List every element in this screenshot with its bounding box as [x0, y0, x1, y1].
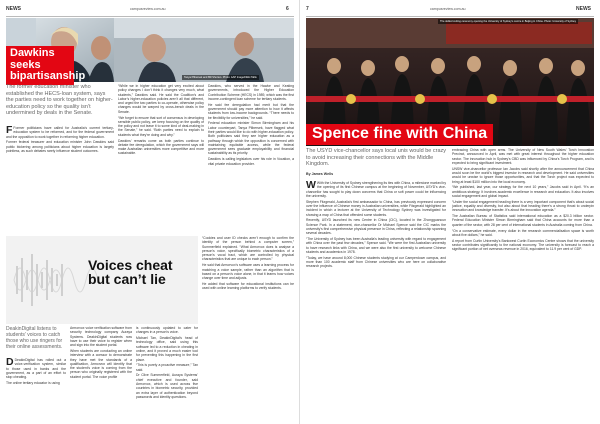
story2-col2 — [70, 326, 132, 420]
spence-col1-p1: With the University of Sydney strengthening its ties with China, a milestone marked by the opening of its first Chinese campus at the beginning of November, USYD’s vice-chancellor has sought to play down concerns that China or soft power could be influencing the university. — [306, 181, 446, 198]
spence-col2-p4: “Under the social engagement heading there is a very important component that’s about social justice, equality and diversity, but also about that heading there’s a strong thrust to underpin innovation and knowledge transfer. It’s about the innovation agenda.” — [452, 199, 594, 213]
spence-standfirst: The USYD vice-chancellor says local unis would be crazy to avoid increasing their connections with the Middle Kingdom. — [306, 148, 447, 167]
story1-col2-p3: Dawkins’ remarks come as both parties continue to debate fee deregulation, which the government says will make Australian universities more competitive and more sustainable. — [118, 138, 204, 156]
story2-col3-p4: Dr Clive Summerfield, Auraya Systems’ chief executive and founder, said Armorvox, which is used across five countries in biometric security, provided an extra layer of authentication beyond passwords and identity questions. — [136, 373, 198, 399]
story2-standfirst: DeakinDigital listens to students’ voices to catch those who use ringers for their online assessments. — [6, 326, 63, 350]
story1-col3 — [208, 84, 294, 232]
byline: By James Wells — [306, 172, 334, 176]
spence-col1-p3: Recently, USYD launched its new Centre in China (CIC), located in the Zhongguancun Science Park. In a statement, vice-chancellor Dr Michael Spence said the CIC marks the university’s first comprehensive physical presence in China, reflecting a relationship spanning several decades. — [306, 218, 446, 236]
story2-col1-p1: DeakinDigital has rolled out a voice-verification system, similar to those used in banks and the government, as a part of an effort to stop cheating. — [6, 358, 66, 380]
story1-photo-caption: Tanya Plibersek and Bill Shorten. Photo: AAP Image/Nikki Tallis — [184, 76, 257, 79]
story2-col3-p2: Michael Tan, DeakinDigital’s head of technology office, said using this software led to a reduction in cheating in online, and it proved a much easier tool for preventing this happening in the first place. — [136, 336, 198, 362]
page-number: 6 — [286, 6, 289, 12]
section-label-right: NEWS — [576, 6, 591, 12]
spence-col2-p3: “We published, last year, our strategy for the next 10 years,” Jacobs said in April. “It’s an ambitious strategy. It involves academic excellence in research and education. It also involves social engagement and global impact. — [452, 185, 594, 198]
spence-col2 — [452, 148, 594, 420]
story2-col4-p1: “Cookies and user ID checks aren’t enough to confirm the identity of the person behind a computer screen,” Summerfield explained. “What Armorvox does is analyse a person’s voice, specifically biometric characteristics of a person’s vocal tract, which are controlled by physical characteristics that are unique to each person.” — [202, 236, 294, 262]
page-header-right — [300, 6, 600, 16]
spence-col1-p2: Stephen Fitzgerald, Australia’s first ambassador to China, has previously expressed concern over the influence of Chinese money in Australian universities, while Fitzgerald highlighted an incident in which a lecturer at the University of Technology Sydney was investigated for showing a map of China that offended some students. — [306, 199, 446, 217]
section-label: NEWS — [6, 6, 21, 12]
story2-col4-p3: He added that software for educational institutions can be used with online learning platforms to verify students. — [202, 281, 294, 291]
story1-col1: F Former politicians have called for Australia’s current tertiary-education system to be reformed, and for the federal government and the opposition to work together in reforming higher education. Former federal treasurer and education minister John Dawkins said public bickering among politicians about higher education is largely pointless, as such debates rarely influence student outcomes. — [6, 126, 114, 153]
spence-col2-p5: The Australian Bureau of Statistics said international education as a $20.3 billion sector. Federal Education Minister Simon Birmingham said that China accounts for more than a quarter of the sector, with 28 per cent of international students in Australia coming from China. — [452, 214, 594, 227]
page-header — [0, 6, 299, 16]
spence-headline: Spence fine with China — [306, 124, 493, 145]
story2-col3 — [136, 326, 198, 420]
story1-col3-p1: Dawkins, who served in the Hawke and Keating governments, introduced the Higher Education Contribution Scheme (HECS) in 1989, which was the first income-contingent loan scheme for tertiary students. — [208, 84, 294, 101]
spence-col1: W With the University of Sydney strengthening its ties with China, a milestone marked by the opening of its first Chinese campus at the beginning of November, USYD’s vice-chancellor has sought to play down concerns that China or soft power could be influencing the university. Stephen Fitzgerald, Australia’s first ambassador to China, has previously expressed concern over the influence of Chinese money in Australian universities, while Fitzgerald highlighted an incident in which a lecturer at the University of Technology Sydney was investigated for showing a map of China that offended some students. Recently, USYD launched its new Centre in China (CIC), located in the Zhongguancun Science Park. In a statement, vice-chancellor Dr Michael Spence said the CIC marks the university’s first comprehensive physical presence in China, reflecting a relationship spanning several decades. “The University of Sydney has been Australia’s leading university with regard to engagement with China over the past few decades,” Spence said. “We were the first Australian university to have research links with China, and we were also the first university to welcome Chinese students and academics in 1978. “Today, we have around 8,000 Chinese students studying at our Camperdown campus, and more than 100 academic staff from Chinese universities who are here on collaborative research projects. — [306, 181, 446, 269]
story2-col2-p1: Armorvox voice verification software from security technology company Auraya Systems. DeakinDigital students now have to use their voice to register when and sign into the student portal. — [70, 326, 132, 348]
story2-col3-p3: “This is purely a proactive measure,” Tan said. — [136, 363, 198, 372]
story2-col4 — [202, 236, 294, 420]
right-page — [300, 0, 600, 424]
story1-headline: Dawkins seeks bipartisanship — [6, 46, 74, 85]
site-url[interactable]: campusreview.com.au — [130, 7, 166, 11]
spence-col1-p5: “Today, we have around 8,000 Chinese students studying at our Camperdown campus, and more than 100 academic staff from Chinese universities who are here on collaborative research projects. — [306, 255, 446, 269]
page-number-right: 7 — [306, 6, 309, 12]
story1-col1-p1: Former politicians have called for Australia’s current tertiary-education system to be reformed, and for the federal government and the opposition to work together in reforming higher education. — [6, 126, 114, 139]
story2-headline: Voices cheat but can’t lie — [88, 257, 173, 287]
story1-col3-p4: Dawkins is calling legislators over his role in Vocation, a vital private education provider. — [208, 157, 294, 166]
story1-col1-p2: Former federal treasurer and education minister John Dawkins said public bickering among politicians about higher education is largely pointless, as such debates rarely influence student outcomes. — [6, 140, 114, 153]
spence-col2-p1: embracing China with open arms. The University of New South Wales’ Torch Innovation Precinct, announced in April, was met with great interest throughout the higher education sector. The innovation hub in Sydney’s CBD was influenced by China’s Torch Program, and is expected to bring significant investment. — [452, 148, 594, 165]
story2-col3-p1: is continuously updated to cater for changes in a person’s voice. — [136, 326, 198, 335]
story2-col1: D DeakinDigital has rolled out a voice-verification system, similar to those used in banks and the government, as a part of an effort to stop cheating. The online tertiary educator is using — [6, 358, 66, 385]
story1-col2-body — [118, 84, 204, 232]
spence-col2-p6: “On a conservative estimate, every dollar in the research commercialisation space is worth about five dollars,” he said. — [452, 228, 594, 237]
dawkins-photo-right — [114, 18, 294, 82]
spence-col2-p7: A report from Curtin University’s Bankwest Curtin Economics Centre shows that the university sector contributes significantly to the national economy. The university is forecast to reach a significant portion of net overseas revenue in 2016, equivalent to 11.9 per cent of GDP. — [452, 238, 594, 252]
story2-col4-p2: He said that Armorvox’s software uses a learning process for matching a voice sample, rather than an algorithm that is based on a person’s voice alone, in that it learns how voices change over time and adjusts. — [202, 263, 294, 281]
spence-col2-p2: UNSW vice-chancellor professor Ian Jacobs said shortly after the announcement that China would soon be the world’s biggest investor in research and development. He said universities would be unwise to ignore those opportunities, and that the Torch project was expected to bring at least $100 million into the local economy. — [452, 166, 594, 184]
story1-col2-p2: “We forget to ensure that sort of consensus in developing sensible public policy, we keep focusing on the quality of the policy and not leave it to some kind of deal-making in the Senate,” he said. “Both parties need to explain to students what they’re doing and why.” — [118, 115, 204, 137]
spence-col1-p4: “The University of Sydney has been Australia’s leading university with regard to engagement with China over the past few decades,” Spence said. “We were the first Australian university to have research links with China, and we were also the first university to welcome Chinese students and academics in 1978. — [306, 237, 446, 254]
story1-standfirst: The former education minister who established the HECS-loan system, says the parties need to work together on higher-education policy so the quality isn’t undermined by deals in the Senate. — [6, 84, 113, 117]
site-url-right[interactable]: campusreview.com.au — [430, 7, 466, 11]
story1-col3-p2: He said fee deregulation had merit but that the government should pay more attention to how it affects students from low-income backgrounds. “There needs to be flexibility for universities,” he said. — [208, 102, 294, 120]
right-photo-caption: The skilled cutting ceremony opening the University of Sydney’s centre in Beijing in China. Photo: University of Sydney — [440, 20, 577, 23]
story2-col1-p2: The online tertiary educator is using — [6, 380, 60, 385]
header-divider-right — [306, 16, 594, 17]
story2-col2-p2: When students are conducting an online interview with a ccessor to demonstrate they have met the standards of a qualification, Armorvox will identify that the student’s voice is coming from the person who originally registered with the student portal. The voice profile — [70, 348, 132, 379]
story1-col3-p3: Federal education minister Simon Birmingham and his Labor counterpart, Tanya Plibersek, have flagged what their parties would like to do with higher-education policy. Both politicians said they see higher education as a pathway through which the opposition is concerned with maintaining equitable access, while the federal government sees graduate employability and financial sustainability as its priority. — [208, 121, 294, 156]
header-divider — [6, 16, 294, 17]
story1-col2-p1: “While we in higher education get very excited about policy changes I don’t think it changes very much, what students,” Dawkins said. He said the Coalition’s and Labor’s higher-education policies aren’t all that different, and urged the two parties to co-operate, otherwise policy changes would be warped by cross-bench deals in the Senate. — [118, 84, 204, 114]
